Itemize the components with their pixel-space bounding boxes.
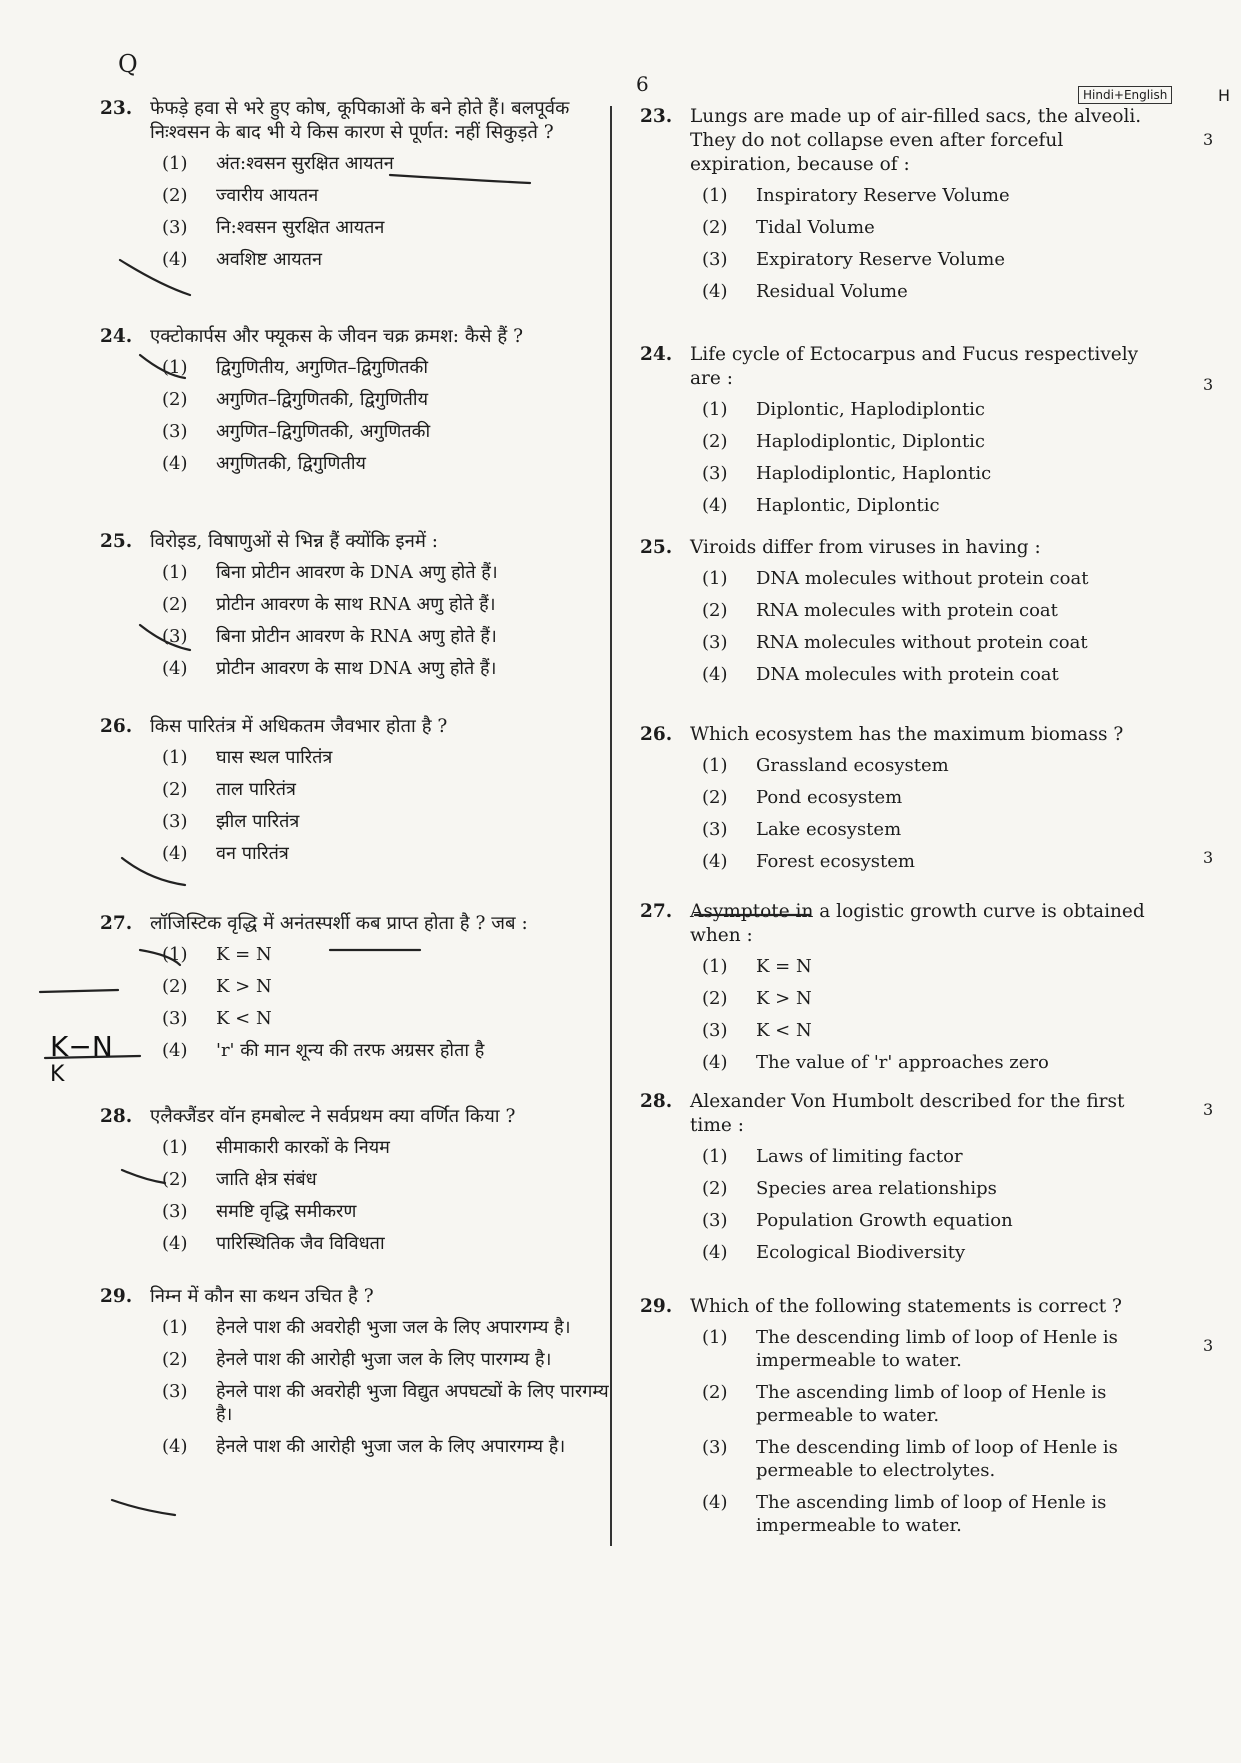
option-number: (3) xyxy=(162,811,188,832)
option-number: (1) xyxy=(702,1146,728,1167)
option-number: (2) xyxy=(162,1169,188,1190)
option-text: वन पारितंत्र xyxy=(216,843,289,864)
question-text: Which of the following statements is correct ? xyxy=(690,1296,1122,1317)
option-number: (3) xyxy=(162,1201,188,1222)
option-number: (4) xyxy=(702,1492,728,1513)
page-number: 6 xyxy=(636,72,649,96)
margin-number: 3 xyxy=(1203,848,1214,867)
question-number: 27. xyxy=(100,913,133,934)
option-text: सीमाकारी कारकों के नियम xyxy=(216,1137,390,1158)
option-text: K = N xyxy=(756,956,812,977)
option-number: (2) xyxy=(702,1382,728,1403)
option-text: The value of 'r' approaches zero xyxy=(756,1052,1049,1073)
option-number: (3) xyxy=(162,626,188,647)
question-number: 26. xyxy=(100,716,133,737)
question-number: 23. xyxy=(640,106,673,127)
question-text: Alexander Von Humbolt described for the first time : xyxy=(690,1091,1125,1136)
option-text: Lake ecosystem xyxy=(756,819,902,840)
option-text: Pond ecosystem xyxy=(756,787,903,808)
option-text: K < N xyxy=(216,1008,272,1029)
option-number: (3) xyxy=(702,632,728,653)
option-text: हेनले पाश की अवरोही भुजा जल के लिए अपारगम्य है। xyxy=(216,1317,571,1338)
option-number: (1) xyxy=(702,568,728,589)
option-text: Haplodiplontic, Haplontic xyxy=(756,463,992,484)
option-text: Laws of limiting factor xyxy=(756,1146,963,1167)
tick-mark-q29 xyxy=(112,1500,175,1515)
question-text: विरोइड, विषाणुओं से भिन्न हैं क्योंकि इनमें : xyxy=(150,531,439,552)
option-number: (1) xyxy=(162,1137,188,1158)
option-text: The descending limb of loop of Henle is impermeable to water. xyxy=(756,1327,1118,1371)
option-text: झील पारितंत्र xyxy=(216,811,300,832)
option-text: Residual Volume xyxy=(756,281,908,302)
option-text: Haplontic, Diplontic xyxy=(756,495,940,516)
option-number: (4) xyxy=(702,1052,728,1073)
option-text: Ecological Biodiversity xyxy=(756,1242,966,1263)
option-number: (4) xyxy=(162,658,188,679)
option-number: (1) xyxy=(162,944,188,965)
option-number: (2) xyxy=(162,779,188,800)
option-text: The descending limb of loop of Henle is permeable to electrolytes. xyxy=(756,1437,1118,1481)
option-number: (3) xyxy=(702,819,728,840)
option-number: (1) xyxy=(702,755,728,776)
option-text: K > N xyxy=(756,988,812,1009)
option-number: (1) xyxy=(702,1327,728,1348)
option-text: ज्वारीय आयतन xyxy=(216,185,319,206)
option-text: द्विगुणितीय, अगुणित–द्विगुणितकी xyxy=(216,357,429,378)
option-number: (2) xyxy=(702,600,728,621)
underline-q23 xyxy=(390,175,530,183)
option-text: बिना प्रोटीन आवरण के DNA अणु होते हैं। xyxy=(216,562,498,583)
margin-number: 3 xyxy=(1203,130,1214,149)
option-number: (2) xyxy=(162,185,188,206)
option-number: (4) xyxy=(162,453,188,474)
option-text: ताल पारितंत्र xyxy=(216,779,296,800)
option-number: (4) xyxy=(702,1242,728,1263)
option-number: (4) xyxy=(162,843,188,864)
option-number: (4) xyxy=(162,1233,188,1254)
question-number: 24. xyxy=(100,326,133,347)
option-text: प्रोटीन आवरण के साथ DNA अणु होते हैं। xyxy=(216,658,497,679)
option-number: (2) xyxy=(162,389,188,410)
option-number: (2) xyxy=(162,594,188,615)
option-text: K < N xyxy=(756,1020,812,1041)
option-number: (3) xyxy=(702,249,728,270)
option-text: Species area relationships xyxy=(756,1178,997,1199)
option-number: (1) xyxy=(702,956,728,977)
question-text: एक्टोकार्पस और फ्यूकस के जीवन चक्र क्रमश: कैसे हैं ? xyxy=(150,326,524,347)
handwritten-kn: K−N xyxy=(50,1030,113,1063)
option-text: 'r' की मान शून्य की तरफ अग्रसर होता है xyxy=(216,1040,485,1061)
tick-mark-q23 xyxy=(120,260,190,295)
option-text: K = N xyxy=(216,944,272,965)
option-number: (4) xyxy=(702,664,728,685)
question-number: 25. xyxy=(100,531,133,552)
option-number: (3) xyxy=(162,1008,188,1029)
option-text: घास स्थल पारितंत्र xyxy=(216,747,333,768)
option-number: (2) xyxy=(702,988,728,1009)
option-number: (3) xyxy=(162,421,188,442)
option-text: Expiratory Reserve Volume xyxy=(756,249,1005,270)
option-text: K > N xyxy=(216,976,272,997)
question-number: 23. xyxy=(100,98,133,119)
option-number: (3) xyxy=(702,463,728,484)
option-text: बिना प्रोटीन आवरण के RNA अणु होते हैं। xyxy=(216,626,497,647)
option-text: हेनले पाश की आरोही भुजा जल के लिए अपारगम्य है। xyxy=(216,1436,566,1457)
option-number: (2) xyxy=(702,217,728,238)
tick-mark-q28 xyxy=(122,1170,165,1183)
option-number: (1) xyxy=(162,1317,188,1338)
option-number: (3) xyxy=(162,1381,188,1402)
option-text: Inspiratory Reserve Volume xyxy=(756,185,1010,206)
option-text: DNA molecules without protein coat xyxy=(756,568,1089,589)
option-number: (4) xyxy=(702,495,728,516)
question-text: Viroids differ from viruses in having : xyxy=(690,537,1041,558)
question-text: एलैक्जैंडर वॉन हमबोल्ट ने सर्वप्रथम क्या वर्णित किया ? xyxy=(150,1106,516,1127)
option-text: Population Growth equation xyxy=(756,1210,1013,1231)
question-number: 29. xyxy=(640,1296,673,1317)
handwritten-k: K xyxy=(50,1062,65,1087)
question-number: 26. xyxy=(640,724,673,745)
option-number: (3) xyxy=(702,1437,728,1458)
option-number: (4) xyxy=(702,851,728,872)
option-text: RNA molecules without protein coat xyxy=(756,632,1088,653)
tick-mark-q26 xyxy=(122,858,185,885)
option-text: Haplodiplontic, Diplontic xyxy=(756,431,986,452)
option-text: हेनले पाश की अवरोही भुजा विद्युत अपघट्यों के लिए पारगम्य है। xyxy=(216,1381,609,1425)
option-number: (1) xyxy=(162,747,188,768)
option-text: अगुणित–द्विगुणितकी, द्विगुणितीय xyxy=(216,389,429,410)
option-text: Forest ecosystem xyxy=(756,851,915,872)
option-text: Diplontic, Haplodiplontic xyxy=(756,399,986,420)
option-number: (4) xyxy=(162,249,188,270)
option-text: DNA molecules with protein coat xyxy=(756,664,1059,685)
option-number: (2) xyxy=(162,976,188,997)
question-text: Asymptote in a logistic growth curve is obtained when : xyxy=(690,901,1145,946)
option-text: RNA molecules with protein coat xyxy=(756,600,1058,621)
option-text: Grassland ecosystem xyxy=(756,755,949,776)
set-code: Q xyxy=(118,50,138,78)
option-text: The ascending limb of loop of Henle is permeable to water. xyxy=(756,1382,1107,1426)
question-number: 27. xyxy=(640,901,673,922)
option-number: (1) xyxy=(702,399,728,420)
option-text: Tidal Volume xyxy=(756,217,875,238)
option-number: (4) xyxy=(702,281,728,302)
option-number: (3) xyxy=(162,217,188,238)
option-number: (2) xyxy=(702,431,728,452)
option-text: समष्टि वृद्धि समीकरण xyxy=(216,1201,357,1222)
option-text: पारिस्थितिक जैव विविधता xyxy=(216,1233,385,1254)
question-text: फेफड़े हवा से भरे हुए कोष, कूपिकाओं के बने होते हैं। बलपूर्वक निःश्वसन के बाद भी ये किस कारण से पूर्णत: नहीं सिकुड़ते ? xyxy=(150,98,570,143)
question-number: 25. xyxy=(640,537,673,558)
option-text: प्रोटीन आवरण के साथ RNA अणु होते हैं। xyxy=(216,594,496,615)
question-text: किस पारितंत्र में अधिकतम जैवभार होता है ? xyxy=(150,716,448,737)
language-tag: Hindi+English xyxy=(1078,86,1172,104)
option-number: (1) xyxy=(702,185,728,206)
option-text: The ascending limb of loop of Henle is impermeable to water. xyxy=(756,1492,1107,1536)
dash-mark-q27 xyxy=(40,990,118,992)
tick-mark-q27 xyxy=(140,950,180,965)
margin-number: 3 xyxy=(1203,1100,1214,1119)
option-text: अगुणित–द्विगुणितकी, अगुणितकी xyxy=(216,421,431,442)
option-number: (1) xyxy=(162,357,188,378)
option-number: (3) xyxy=(702,1020,728,1041)
option-number: (4) xyxy=(162,1436,188,1457)
option-number: (1) xyxy=(162,153,188,174)
question-text: Lungs are made up of air-filled sacs, the alveoli. They do not collapse even after forceful expiration, because of : xyxy=(690,106,1142,175)
question-number: 28. xyxy=(100,1106,133,1127)
option-number: (1) xyxy=(162,562,188,583)
margin-number: 3 xyxy=(1203,375,1214,394)
option-number: (2) xyxy=(702,1178,728,1199)
question-text: Life cycle of Ectocarpus and Fucus respectively are : xyxy=(690,344,1139,389)
question-number: 28. xyxy=(640,1091,673,1112)
option-text: अवशिष्ट आयतन xyxy=(216,249,322,270)
option-text: हेनले पाश की आरोही भुजा जल के लिए पारगम्य है। xyxy=(216,1349,552,1370)
option-text: अंत:श्वसन सुरक्षित आयतन xyxy=(216,153,394,174)
question-text: Which ecosystem has the maximum biomass ? xyxy=(690,724,1124,745)
option-text: जाति क्षेत्र संबंध xyxy=(216,1169,317,1190)
tick-mark-q25 xyxy=(140,625,190,650)
margin-number: 3 xyxy=(1203,1336,1214,1355)
option-number: (2) xyxy=(162,1349,188,1370)
option-text: अगुणितकी, द्विगुणितीय xyxy=(216,453,366,474)
question-text: निम्न में कौन सा कथन उचित है ? xyxy=(150,1286,374,1307)
tick-mark-q24 xyxy=(140,355,185,378)
question-text: लॉजिस्टिक वृद्धि में अनंतस्पर्शी कब प्राप्त होता है ? जब : xyxy=(150,913,528,934)
option-number: (4) xyxy=(162,1040,188,1061)
option-number: (2) xyxy=(702,787,728,808)
question-number: 24. xyxy=(640,344,673,365)
option-text: नि:श्वसन सुरक्षित आयतन xyxy=(216,217,385,238)
edge-mark: H xyxy=(1218,86,1231,105)
option-number: (3) xyxy=(702,1210,728,1231)
question-number: 29. xyxy=(100,1286,133,1307)
